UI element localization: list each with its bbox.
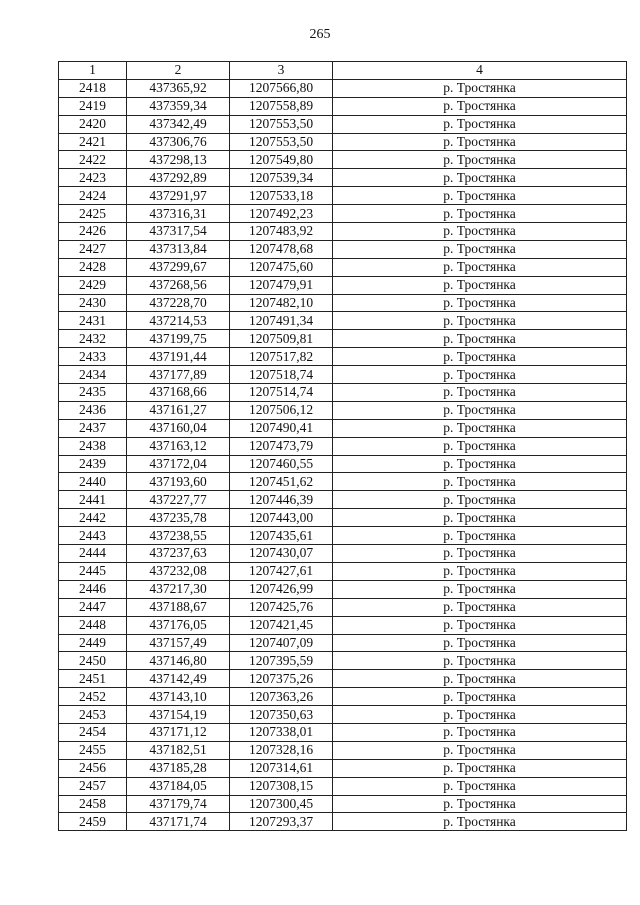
table-row [59,545,627,563]
table-body [59,79,627,830]
description-cell: р. Тростянка [333,580,627,598]
x-coordinate-cell: 437316,31 [127,205,230,223]
description-cell: р. Тростянка [333,598,627,616]
description-cell: р. Тростянка [333,401,627,419]
description-cell: р. Тростянка [333,491,627,509]
table-row [59,205,627,223]
x-coordinate-cell: 437238,55 [127,527,230,545]
y-coordinate-cell: 1207553,50 [230,115,333,133]
y-coordinate-cell: 1207514,74 [230,384,333,402]
y-coordinate-cell: 1207518,74 [230,366,333,384]
y-coordinate-cell: 1207539,34 [230,169,333,187]
point-number-cell: 2458 [59,795,127,813]
point-number-cell: 2427 [59,240,127,258]
x-coordinate-cell: 437298,13 [127,151,230,169]
table-row [59,366,627,384]
y-coordinate-cell: 1207314,61 [230,759,333,777]
description-cell: р. Тростянка [333,419,627,437]
description-cell: р. Тростянка [333,795,627,813]
description-cell: р. Тростянка [333,473,627,491]
table-row [59,473,627,491]
table-row [59,133,627,151]
y-coordinate-cell: 1207478,68 [230,240,333,258]
description-cell: р. Тростянка [333,741,627,759]
table-header-row [59,62,627,80]
x-coordinate-cell: 437160,04 [127,419,230,437]
description-cell: р. Тростянка [333,294,627,312]
x-coordinate-cell: 437191,44 [127,348,230,366]
description-cell: р. Тростянка [333,97,627,115]
y-coordinate-cell: 1207473,79 [230,437,333,455]
point-number-cell: 2448 [59,616,127,634]
table-row [59,97,627,115]
table-row [59,706,627,724]
y-coordinate-cell: 1207517,82 [230,348,333,366]
x-coordinate-cell: 437292,89 [127,169,230,187]
point-number-cell: 2420 [59,115,127,133]
point-number-cell: 2439 [59,455,127,473]
y-coordinate-cell: 1207430,07 [230,545,333,563]
x-coordinate-cell: 437182,51 [127,741,230,759]
y-coordinate-cell: 1207350,63 [230,706,333,724]
description-cell: р. Тростянка [333,240,627,258]
point-number-cell: 2431 [59,312,127,330]
description-cell: р. Тростянка [333,330,627,348]
table-row [59,562,627,580]
point-number-cell: 2455 [59,741,127,759]
x-coordinate-cell: 437232,08 [127,562,230,580]
table-row [59,723,627,741]
point-number-cell: 2423 [59,169,127,187]
x-coordinate-cell: 437227,77 [127,491,230,509]
y-coordinate-cell: 1207491,34 [230,312,333,330]
table-row [59,384,627,402]
y-coordinate-cell: 1207395,59 [230,652,333,670]
description-cell: р. Тростянка [333,616,627,634]
y-coordinate-cell: 1207443,00 [230,509,333,527]
x-coordinate-cell: 437237,63 [127,545,230,563]
y-coordinate-cell: 1207375,26 [230,670,333,688]
page-number: 265 [309,27,331,42]
point-number-cell: 2430 [59,294,127,312]
description-cell: р. Тростянка [333,437,627,455]
point-number-cell: 2449 [59,634,127,652]
y-coordinate-cell: 1207566,80 [230,79,333,97]
x-coordinate-cell: 437268,56 [127,276,230,294]
table-row [59,223,627,241]
table-row [59,580,627,598]
y-coordinate-cell: 1207549,80 [230,151,333,169]
point-number-cell: 2418 [59,79,127,97]
table-row [59,240,627,258]
x-coordinate-cell: 437171,12 [127,723,230,741]
point-number-cell: 2445 [59,562,127,580]
y-coordinate-cell: 1207426,99 [230,580,333,598]
y-coordinate-cell: 1207300,45 [230,795,333,813]
y-coordinate-cell: 1207558,89 [230,97,333,115]
y-coordinate-cell: 1207483,92 [230,223,333,241]
x-coordinate-cell: 437188,67 [127,598,230,616]
table-row [59,115,627,133]
description-cell: р. Тростянка [333,777,627,795]
x-coordinate-cell: 437142,49 [127,670,230,688]
x-coordinate-cell: 437193,60 [127,473,230,491]
description-cell: р. Тростянка [333,670,627,688]
table-row [59,813,627,831]
point-number-cell: 2456 [59,759,127,777]
point-number-cell: 2457 [59,777,127,795]
x-coordinate-cell: 437365,92 [127,79,230,97]
x-coordinate-cell: 437291,97 [127,187,230,205]
x-coordinate-cell: 437176,05 [127,616,230,634]
x-coordinate-cell: 437342,49 [127,115,230,133]
table-row [59,401,627,419]
y-coordinate-cell: 1207475,60 [230,258,333,276]
x-coordinate-cell: 437163,12 [127,437,230,455]
description-cell: р. Тростянка [333,312,627,330]
x-coordinate-cell: 437168,66 [127,384,230,402]
point-number-cell: 2432 [59,330,127,348]
description-cell: р. Тростянка [333,133,627,151]
x-coordinate-cell: 437177,89 [127,366,230,384]
point-number-cell: 2451 [59,670,127,688]
point-number-cell: 2444 [59,545,127,563]
x-coordinate-cell: 437199,75 [127,330,230,348]
table-row [59,437,627,455]
y-coordinate-cell: 1207490,41 [230,419,333,437]
x-coordinate-cell: 437228,70 [127,294,230,312]
point-number-cell: 2428 [59,258,127,276]
y-coordinate-cell: 1207308,15 [230,777,333,795]
point-number-cell: 2452 [59,688,127,706]
table-row [59,795,627,813]
point-number-cell: 2454 [59,723,127,741]
y-coordinate-cell: 1207506,12 [230,401,333,419]
point-number-cell: 2440 [59,473,127,491]
x-coordinate-cell: 437154,19 [127,706,230,724]
table-row [59,491,627,509]
description-cell: р. Тростянка [333,276,627,294]
table-row [59,419,627,437]
description-cell: р. Тростянка [333,384,627,402]
table-row [59,616,627,634]
y-coordinate-cell: 1207363,26 [230,688,333,706]
description-cell: р. Тростянка [333,79,627,97]
description-cell: р. Тростянка [333,527,627,545]
point-number-cell: 2441 [59,491,127,509]
point-number-cell: 2453 [59,706,127,724]
y-coordinate-cell: 1207451,62 [230,473,333,491]
table-row [59,634,627,652]
table-row [59,312,627,330]
point-number-cell: 2422 [59,151,127,169]
x-coordinate-cell: 437217,30 [127,580,230,598]
point-number-cell: 2435 [59,384,127,402]
point-number-cell: 2425 [59,205,127,223]
description-cell: р. Тростянка [333,348,627,366]
y-coordinate-cell: 1207293,37 [230,813,333,831]
x-coordinate-cell: 437313,84 [127,240,230,258]
point-number-cell: 2419 [59,97,127,115]
description-cell: р. Тростянка [333,562,627,580]
x-coordinate-cell: 437172,04 [127,455,230,473]
y-coordinate-cell: 1207492,23 [230,205,333,223]
table-row [59,670,627,688]
point-number-cell: 2433 [59,348,127,366]
x-coordinate-cell: 437184,05 [127,777,230,795]
point-number-cell: 2447 [59,598,127,616]
point-number-cell: 2426 [59,223,127,241]
description-cell: р. Тростянка [333,723,627,741]
x-coordinate-cell: 437235,78 [127,509,230,527]
description-cell: р. Тростянка [333,258,627,276]
y-coordinate-cell: 1207446,39 [230,491,333,509]
description-cell: р. Тростянка [333,545,627,563]
x-coordinate-cell: 437157,49 [127,634,230,652]
description-cell: р. Тростянка [333,688,627,706]
description-cell: р. Тростянка [333,205,627,223]
y-coordinate-cell: 1207479,91 [230,276,333,294]
point-number-cell: 2442 [59,509,127,527]
point-number-cell: 2438 [59,437,127,455]
description-cell: р. Тростянка [333,509,627,527]
point-number-cell: 2459 [59,813,127,831]
description-cell: р. Тростянка [333,223,627,241]
column-header-4: 4 [333,62,627,80]
description-cell: р. Тростянка [333,169,627,187]
table-row [59,79,627,97]
y-coordinate-cell: 1207427,61 [230,562,333,580]
column-header-2: 2 [127,62,230,80]
y-coordinate-cell: 1207425,76 [230,598,333,616]
x-coordinate-cell: 437161,27 [127,401,230,419]
table-row [59,777,627,795]
x-coordinate-cell: 437146,80 [127,652,230,670]
table-row [59,652,627,670]
table-row [59,169,627,187]
table-row [59,759,627,777]
x-coordinate-cell: 437171,74 [127,813,230,831]
table-row [59,741,627,759]
table-row [59,527,627,545]
point-number-cell: 2446 [59,580,127,598]
table-row [59,151,627,169]
table-row [59,276,627,294]
y-coordinate-cell: 1207421,45 [230,616,333,634]
y-coordinate-cell: 1207407,09 [230,634,333,652]
table-row [59,688,627,706]
x-coordinate-cell: 437214,53 [127,312,230,330]
point-number-cell: 2450 [59,652,127,670]
point-number-cell: 2424 [59,187,127,205]
x-coordinate-cell: 437143,10 [127,688,230,706]
x-coordinate-cell: 437359,34 [127,97,230,115]
x-coordinate-cell: 437306,76 [127,133,230,151]
description-cell: р. Тростянка [333,187,627,205]
x-coordinate-cell: 437185,28 [127,759,230,777]
point-number-cell: 2437 [59,419,127,437]
y-coordinate-cell: 1207509,81 [230,330,333,348]
table-row [59,455,627,473]
description-cell: р. Тростянка [333,759,627,777]
point-number-cell: 2429 [59,276,127,294]
description-cell: р. Тростянка [333,115,627,133]
description-cell: р. Тростянка [333,652,627,670]
x-coordinate-cell: 437179,74 [127,795,230,813]
coordinates-table [58,61,627,831]
y-coordinate-cell: 1207328,16 [230,741,333,759]
description-cell: р. Тростянка [333,455,627,473]
description-cell: р. Тростянка [333,634,627,652]
x-coordinate-cell: 437299,67 [127,258,230,276]
table-row [59,509,627,527]
description-cell: р. Тростянка [333,366,627,384]
table-row [59,258,627,276]
description-cell: р. Тростянка [333,706,627,724]
y-coordinate-cell: 1207338,01 [230,723,333,741]
point-number-cell: 2421 [59,133,127,151]
table-row [59,598,627,616]
column-header-3: 3 [230,62,333,80]
y-coordinate-cell: 1207460,55 [230,455,333,473]
description-cell: р. Тростянка [333,151,627,169]
x-coordinate-cell: 437317,54 [127,223,230,241]
description-cell: р. Тростянка [333,813,627,831]
point-number-cell: 2443 [59,527,127,545]
y-coordinate-cell: 1207435,61 [230,527,333,545]
column-header-1: 1 [59,62,127,80]
y-coordinate-cell: 1207533,18 [230,187,333,205]
y-coordinate-cell: 1207482,10 [230,294,333,312]
table-row [59,294,627,312]
point-number-cell: 2436 [59,401,127,419]
y-coordinate-cell: 1207553,50 [230,133,333,151]
table-row [59,348,627,366]
table-row [59,187,627,205]
table-row [59,330,627,348]
point-number-cell: 2434 [59,366,127,384]
